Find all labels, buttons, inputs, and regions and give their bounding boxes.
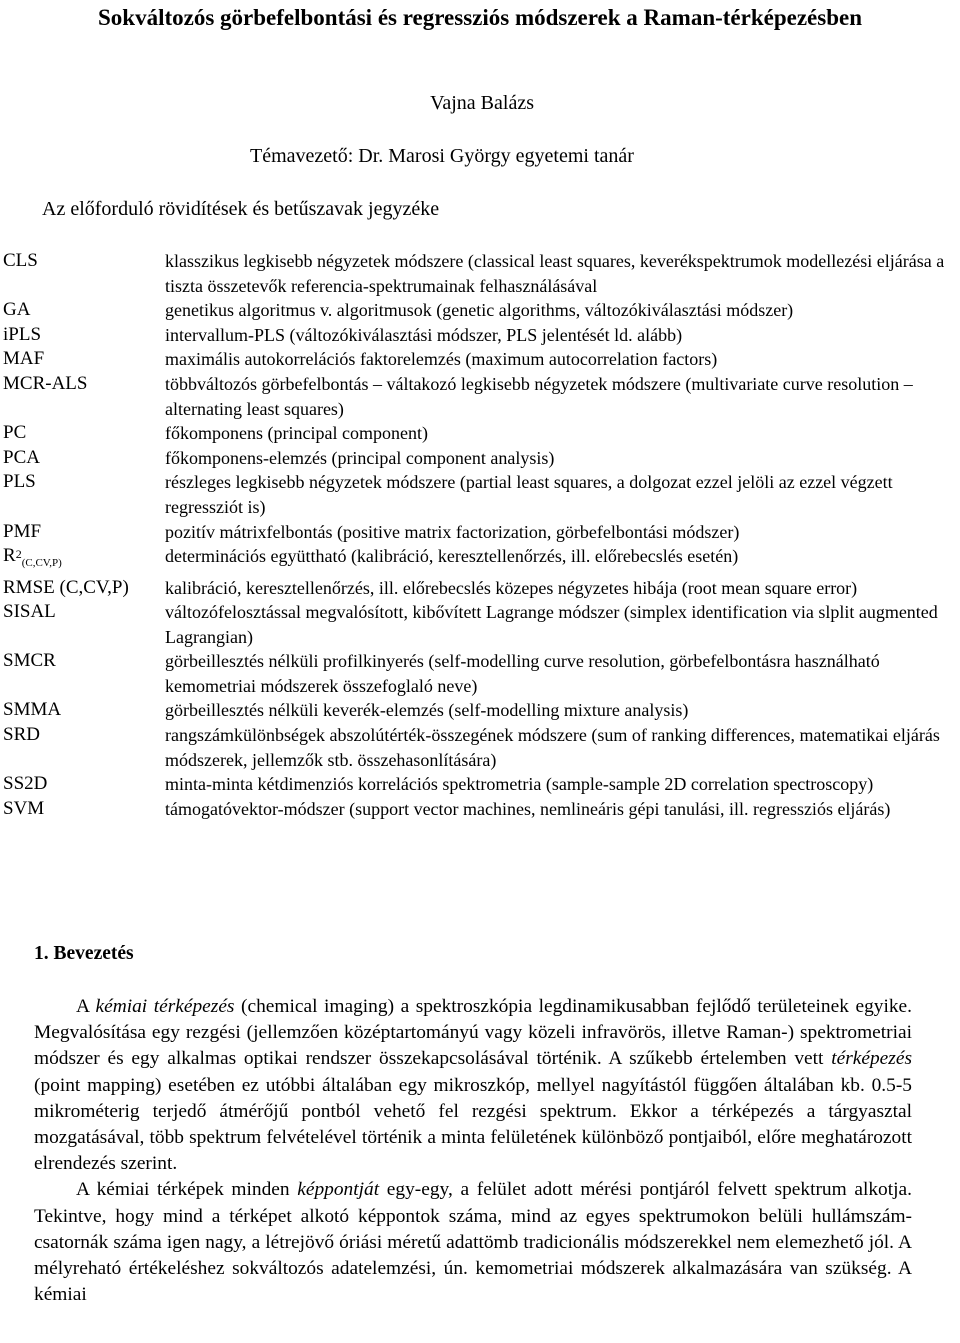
abbreviation-definition: determinációs együttható (kalibráció, keresztellenőrzés, ill. előrebecslés esetén) (165, 546, 739, 567)
abbreviation-row-pls (3, 470, 960, 519)
abbreviation-definition: főkomponens-elemzés (principal component analysis) (165, 447, 555, 468)
abbreviation-row-r2 (3, 544, 960, 575)
abbreviation-definition: pozitív mátrixfelbontás (positive matrix factorization, görbefelbontási módszer) (165, 521, 740, 542)
abbreviation-row-smcr (3, 649, 960, 698)
text-run: (point mapping) esetében ez utóbbi általában egy mikroszkóp, mellyel nagyítástól függően általában kb. 0.5-5 mikrométerig terjedő átmérőjű pontból vehető fel rezgési spektrum. Ekkor a térképezés a tárgyasztal mozgatásával, több spektrum felvételével történik a minta felületének különböző pontjaiból, előre meghatározott elrendezés szerint. (34, 1074, 912, 1175)
abbreviation-row-pmf (3, 520, 960, 545)
abbreviation-definition: változófelosztással megvalósított, kibővített Lagrange módszer (simplex identification via slplit augmented Lagrangian) (165, 602, 938, 647)
abbreviation-term: GA (3, 299, 31, 321)
abbreviation-term: SRD (3, 724, 40, 746)
abbreviation-definition: támogatóvektor-módszer (support vector machines, nemlineáris gépi tanulási, ill. regressziós eljárás) (165, 798, 891, 819)
abbreviation-row-ss2d (3, 772, 960, 797)
abbreviation-row-svm (3, 797, 960, 822)
abbreviation-row-mcr-als (3, 372, 960, 421)
abbreviation-row-smma (3, 698, 960, 723)
abbreviation-row-maf (3, 347, 960, 372)
abbreviation-term: SS2D (3, 773, 48, 795)
abbreviation-definition: többváltozós görbefelbontás – váltakozó legkisebb négyzetek módszere (multivariate curve resolution – alternating least squares) (165, 373, 913, 419)
abbreviation-term: iPLS (3, 323, 42, 345)
text-run: A kémiai térképek minden (76, 1179, 298, 1201)
emphasis: kémiai térképezés (95, 996, 235, 1017)
abbreviation-definition: görbeillesztés nélküli profilkinyerés (self-modelling curve resolution, görbefelbontásra használható kemometriai módszerek összefoglaló neve) (165, 651, 880, 696)
emphasis: képpontját (297, 1179, 380, 1201)
abbreviation-definition: maximális autokorrelációs faktorelemzés (maximum autocorrelation factors) (165, 349, 718, 370)
text-run: A (76, 996, 96, 1017)
abbreviation-row-srd (3, 723, 960, 772)
paragraph-1 (34, 994, 912, 1177)
abbreviation-term: SMMA (3, 699, 62, 721)
abbreviation-definition: főkomponens (principal component) (165, 423, 428, 444)
abbreviation-term: PLS (3, 471, 36, 493)
abbreviation-term: RMSE (C,CV,P) (3, 576, 129, 598)
abbreviation-definition: intervallum-PLS (változókiválasztási módszer, PLS jelentését ld. alább) (165, 324, 683, 345)
abbreviation-row-ga (3, 298, 960, 323)
abbreviation-term: SVM (3, 797, 45, 819)
abbreviation-term: SMCR (3, 650, 56, 672)
superscript: 2 (15, 547, 22, 562)
abbreviation-row-ipls (3, 323, 960, 348)
supervisor-line: Témavezető: Dr. Marosi György egyetemi tanár (250, 145, 634, 167)
abbreviation-definition: részleges legkisebb négyzetek módszere (partial least squares, a dolgozat ezzel jelöli az ezzel végzett regressziót is) (165, 472, 893, 517)
abbreviation-term: MAF (3, 348, 45, 370)
subscript: (C,CV,P) (21, 556, 62, 569)
abbreviation-row-sisal (3, 600, 960, 649)
section-title: 1. Bevezetés (34, 943, 134, 964)
abbreviation-term: MCR-ALS (3, 372, 88, 394)
abbreviation-definition: görbeillesztés nélküli keverék-elemzés (self-modelling mixture analysis) (165, 700, 689, 721)
text-run: (chemical imaging) a spektroszkópia legdinamikusabban fejlődő területeinek egyike. Megvalósítása egy rezgési (jellemzően középtartományú vagy közeli infravörös, illetve Raman-) spektrometriai módszer és egy alkalmas optikai rendszer összekapcsolásával történik. A szűkebb értelemben vett (34, 996, 912, 1070)
document-title: Sokváltozós görbefelbontási és regressziós módszerek a Raman-térképezésben (97, 5, 863, 30)
abbreviation-row-pca (3, 446, 960, 471)
abbreviation-definition: kalibráció, keresztellenőrzés, ill. előrebecslés közepes négyzetes hibája (root mean square error) (165, 577, 858, 598)
text-run: egy-egy, a felület adott mérési pontjáról felvett spektrum alkotja. Tekintve, hogy mind a térképet alkotó képpontok száma, mind az egyes spektrumokon belüli hullámszám-csatornák száma igen nagy, a létrejövő óriási méretű adattömb tradicionális módszerekkel nem elemezhető jól. A mélyreható értékeléshez sokváltozós adatelemzési, ún. kemometriai módszerek alkalmazására van szükség. A kémiai (34, 1179, 912, 1306)
author-name: Vajna Balázs (430, 92, 534, 114)
abbreviation-definition: rangszámkülönbségek abszolútérték-összegének módszere (sum of ranking differences, matematikai eljárás módszerek, jellemzők stb. összehasonlítására) (165, 725, 940, 770)
abbreviation-term: $R^2_{(C,CV,P)}$ (3, 545, 62, 569)
paragraph-2 (34, 1177, 912, 1308)
abbreviation-definition: genetikus algoritmus v. algoritmusok (genetic algorithms, változókiválasztási módszer) (165, 300, 794, 321)
abbreviation-term: PC (3, 422, 27, 444)
abbreviations-list (3, 249, 960, 821)
abbreviation-term: PCA (3, 446, 40, 468)
abbreviation-term: SISAL (3, 601, 56, 623)
abbreviation-row-rmse (3, 576, 960, 601)
abbreviation-definition: minta-minta kétdimenziós korrelációs spektrometria (sample-sample 2D correlation spectroscopy) (165, 774, 874, 795)
abbreviation-row-cls (3, 249, 960, 298)
section-body (34, 994, 912, 1308)
abbreviation-term: PMF (3, 520, 42, 542)
abbreviation-row-pc (3, 421, 960, 446)
abbreviation-term: CLS (3, 250, 38, 271)
abbreviation-definition: klasszikus legkisebb négyzetek módszere (classical least squares, keverékspektrumok modellezési eljárása a tiszta összetevők referencia-spektrumainak felhasználásával (165, 251, 945, 296)
emphasis: térképezés (831, 1048, 912, 1070)
abbreviations-heading: Az előforduló rövidítések és betűszavak jegyzéke (42, 198, 440, 220)
